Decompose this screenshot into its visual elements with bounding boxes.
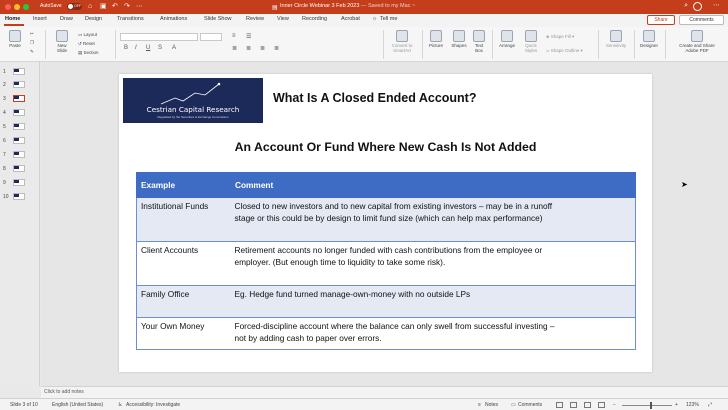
notes-icon: ≡ — [478, 402, 481, 408]
shape-outline-label: Shape Outline — [550, 48, 580, 53]
create-share-label-2: Adobe PDF — [685, 48, 709, 53]
convert-to-smartart-button[interactable] — [388, 30, 416, 53]
language-status[interactable]: English (United States) — [52, 402, 104, 408]
table-header-comment[interactable]: Comment — [231, 173, 636, 198]
shape-fill-label: Shape Fill — [550, 34, 571, 39]
tab-animations[interactable]: Animations — [160, 16, 188, 22]
adobe-pdf-icon — [691, 30, 703, 42]
arrange-icon — [501, 30, 513, 42]
active-tab-indicator — [4, 24, 24, 26]
reset-button[interactable]: ↺ Reset — [78, 41, 95, 46]
tab-review[interactable]: Review — [246, 16, 265, 22]
create-share-pdf-button[interactable] — [668, 30, 726, 53]
notes-toggle[interactable]: Notes — [485, 402, 499, 408]
tab-design[interactable]: Design — [85, 16, 103, 22]
minimize-window-button[interactable] — [14, 4, 20, 10]
tab-draw[interactable]: Draw — [60, 16, 73, 22]
zoom-level[interactable]: 123% — [686, 402, 699, 408]
thumbnail-preview — [13, 151, 25, 158]
shapes-icon — [453, 30, 465, 42]
table-row — [137, 242, 636, 286]
quick-styles-label-2: Styles — [524, 48, 538, 53]
tell-me-search[interactable]: Tell me — [380, 16, 398, 22]
section-label: Section — [83, 50, 99, 55]
new-slide-button[interactable] — [52, 30, 72, 53]
text-box-icon — [473, 30, 485, 42]
designer-button[interactable] — [637, 30, 661, 48]
ribbon-separator — [45, 30, 46, 59]
paste-label: Paste — [9, 43, 21, 48]
reading-view-icon[interactable] — [584, 402, 591, 408]
home-icon[interactable]: ⌂ — [88, 3, 93, 10]
thumbnail-number: 8 — [3, 166, 6, 172]
thumbnail-number: 9 — [3, 180, 6, 186]
table-cell-comment[interactable] — [231, 318, 636, 350]
slide[interactable] — [119, 74, 652, 372]
toggle-knob — [68, 4, 73, 9]
clipboard-icon — [9, 30, 21, 42]
logo-company-name: Cestrian Capital Research — [146, 105, 240, 114]
layout-label: Layout — [83, 32, 98, 37]
fit-to-window-icon[interactable]: ⤢ — [708, 402, 713, 408]
quick-styles-label-1: Quick — [525, 43, 537, 48]
search-icon[interactable]: ⌕ — [684, 2, 688, 9]
slide-thumbnail[interactable] — [0, 178, 40, 188]
strikethrough-icon[interactable]: S — [158, 45, 163, 51]
thumbnail-number: 1 — [3, 69, 6, 75]
comment-line: Forced-discipline account where the balance can only swell from successful investing – — [234, 321, 555, 331]
bold-icon[interactable]: B — [124, 45, 129, 51]
window-title — [280, 3, 415, 9]
notes-pane[interactable] — [41, 386, 728, 398]
table-row — [137, 286, 636, 318]
text-box-label-1: Text — [474, 43, 484, 48]
comments-toggle[interactable]: Comments — [518, 402, 543, 408]
designer-label: Designer — [639, 43, 658, 48]
ribbon-separator — [598, 30, 599, 59]
smartart-icon — [396, 30, 408, 42]
paste-button[interactable] — [4, 30, 26, 48]
close-window-button[interactable] — [5, 4, 11, 10]
thumbnail-number: 2 — [3, 82, 6, 88]
account-icon[interactable] — [693, 2, 702, 11]
zoom-out-icon[interactable]: − — [613, 402, 616, 408]
table-cell-comment[interactable] — [231, 242, 636, 286]
picture-label: Picture — [428, 43, 443, 48]
normal-view-icon[interactable] — [556, 402, 563, 408]
shapes-label: Shapes — [451, 43, 467, 48]
thumbnail-number: 10 — [3, 194, 9, 200]
table-cell-comment[interactable] — [231, 286, 636, 318]
autosave-state: OFF — [74, 4, 81, 8]
thumbnail-preview — [13, 137, 25, 144]
tab-recording[interactable]: Recording — [302, 16, 328, 22]
tab-transitions[interactable]: Transitions — [117, 16, 144, 22]
slide-sorter-icon[interactable] — [570, 402, 577, 408]
picture-button[interactable] — [426, 30, 446, 48]
comment-line: stage or this could be by design to limit fund size (which can help max performance) — [234, 212, 543, 223]
ribbon-separator — [492, 30, 493, 59]
sensitivity-label: Sensitivity — [605, 43, 627, 48]
slide-subtitle[interactable]: An Account Or Fund Where New Cash Is Not Added — [234, 140, 537, 154]
thumbnail-number: 7 — [3, 152, 6, 158]
comment-line: Closed to new investors and to new capital from existing investors – may be in a runoff — [234, 201, 553, 211]
comment-line: Retirement accounts no longer funded with cash contributions from the employee or — [234, 245, 543, 255]
sensitivity-button[interactable] — [602, 30, 630, 48]
slide-thumbnail[interactable] — [0, 192, 40, 202]
shapes-button[interactable] — [449, 30, 469, 48]
new-slide-icon — [56, 30, 68, 42]
zoom-slider-handle[interactable] — [650, 402, 652, 409]
tab-insert[interactable]: Insert — [33, 16, 47, 22]
autosave-toggle[interactable] — [67, 3, 82, 10]
table-row — [137, 198, 636, 242]
designer-icon — [643, 30, 655, 42]
ribbon-separator — [634, 30, 635, 59]
ribbon-toolbar — [0, 27, 728, 62]
slide-table[interactable] — [136, 172, 636, 350]
align-right-icon[interactable]: ≣ — [260, 46, 266, 52]
table-cell-example[interactable]: Client Accounts — [137, 242, 231, 286]
logo-tagline: Regulated by the Securities & Exchange Commission — [157, 115, 229, 119]
thumbnail-preview — [13, 165, 25, 172]
save-status: — Saved to my Mac ~ — [360, 3, 416, 9]
italic-icon[interactable]: I — [135, 45, 137, 51]
align-left-icon[interactable]: ≣ — [232, 46, 238, 52]
layout-button[interactable]: ▭ Layout — [78, 32, 98, 37]
arrange-label: Arrange — [498, 43, 515, 48]
title-bar — [0, 0, 728, 14]
format-painter-icon[interactable]: ✎ — [30, 49, 34, 54]
new-slide-label-1: New — [57, 43, 67, 48]
font-color-icon[interactable]: A — [172, 45, 177, 51]
slide-thumbnail[interactable] — [0, 108, 40, 118]
quick-styles-button[interactable] — [521, 30, 541, 53]
ribbon-tabs — [0, 14, 728, 27]
slide-thumbnail[interactable] — [0, 67, 40, 77]
thumbnail-preview — [13, 81, 25, 88]
undo-icon[interactable]: ↶ — [112, 3, 118, 10]
redo-icon[interactable]: ↷ — [124, 3, 130, 10]
company-logo — [123, 78, 263, 123]
zoom-slider[interactable] — [622, 405, 672, 406]
thumbnail-preview — [13, 193, 25, 200]
text-box-button[interactable] — [471, 30, 487, 53]
accessibility-icon: ♿ — [118, 402, 123, 408]
picture-icon — [430, 30, 442, 42]
thumbnail-preview — [13, 109, 25, 116]
thumbnail-preview — [13, 179, 25, 186]
mouse-cursor-icon: ➤ — [681, 180, 688, 189]
slide-thumbnail-pane — [0, 62, 40, 386]
zoom-in-icon[interactable]: + — [675, 402, 678, 408]
slide-thumbnail[interactable] — [0, 136, 40, 146]
maximize-window-button[interactable] — [23, 4, 29, 10]
autosave-label: AutoSave — [40, 3, 62, 9]
copy-icon[interactable]: ❐ — [30, 40, 35, 45]
slide-title[interactable]: What Is A Closed Ended Account? — [273, 91, 477, 105]
slide-thumbnail[interactable] — [0, 150, 40, 160]
notes-placeholder[interactable]: Click to add notes — [44, 389, 84, 395]
convert-label-1: Convert to — [391, 43, 413, 48]
save-icon[interactable]: ▣ — [100, 3, 107, 10]
table-cell-example[interactable]: Family Office — [137, 286, 231, 318]
tab-slide-show[interactable]: Slide Show — [204, 16, 232, 22]
arrange-button[interactable] — [496, 30, 518, 48]
thumbnail-preview — [13, 68, 25, 75]
accessibility-status[interactable]: Accessibility: Investigate — [126, 402, 181, 408]
slide-thumbnail[interactable] — [0, 122, 40, 132]
ribbon-separator — [115, 30, 116, 59]
font-size-field[interactable] — [200, 33, 222, 41]
slide-show-icon[interactable] — [598, 402, 605, 408]
table-header-row — [137, 173, 636, 198]
thumbnail-number: 4 — [3, 110, 6, 116]
slide-counter: Slide 3 of 10 — [10, 402, 38, 408]
share-button[interactable]: Share — [647, 15, 675, 25]
ribbon-separator — [383, 30, 384, 59]
reset-label: Reset — [83, 41, 95, 46]
more-commands-icon[interactable]: ⋯ — [136, 3, 143, 10]
shape-outline-button[interactable]: ▱ Shape Outline ▾ — [546, 48, 583, 53]
comments-icon: ▭ — [511, 402, 516, 408]
shape-fill-button[interactable]: ◈ Shape Fill ▾ — [546, 34, 575, 39]
justify-icon[interactable]: ≣ — [274, 46, 280, 52]
underline-icon[interactable]: U — [146, 45, 151, 51]
slide-thumbnail[interactable] — [0, 80, 40, 90]
thumbnail-number: 3 — [3, 96, 6, 102]
lightbulb-icon: ☼ — [372, 16, 378, 22]
quick-styles-icon — [525, 30, 537, 42]
convert-label-2: SmartArt — [393, 48, 411, 53]
bullets-icon[interactable]: ≡ — [232, 33, 236, 39]
section-button[interactable]: ▤ Section — [78, 50, 99, 55]
table-cell-example[interactable]: Your Own Money — [137, 318, 231, 350]
status-bar — [0, 398, 728, 410]
ribbon-separator — [665, 30, 666, 59]
comment-line: Eg. Hedge fund turned manage-own-money with no outside LPs — [234, 289, 471, 299]
sensitivity-icon — [610, 30, 622, 42]
thumbnail-preview — [13, 95, 25, 102]
thumbnail-preview — [13, 123, 25, 130]
table-cell-comment[interactable] — [231, 198, 636, 242]
table-row — [137, 318, 636, 350]
comment-line: employer. (But enough time to liquidity to take some risk). — [234, 256, 446, 267]
text-box-label-2: Box — [475, 48, 483, 53]
document-name: Inner Circle Webinar 3 Feb 2023 — [280, 3, 360, 9]
tab-home[interactable]: Home — [5, 16, 21, 22]
thumbnail-number: 5 — [3, 124, 6, 130]
more-options-icon[interactable]: ⋯ — [713, 2, 720, 9]
comments-button[interactable]: Comments — [679, 15, 724, 25]
align-center-icon[interactable]: ≣ — [246, 46, 252, 52]
table-cell-example[interactable]: Institutional Funds — [137, 198, 231, 242]
new-slide-label-2: Slide — [56, 48, 67, 53]
tab-acrobat[interactable]: Acrobat — [341, 16, 360, 22]
numbering-icon[interactable]: ☰ — [246, 34, 252, 40]
thumbnail-number: 6 — [3, 138, 6, 144]
ribbon-separator — [422, 30, 423, 59]
powerpoint-file-icon: ▤ — [272, 5, 278, 11]
slide-thumbnail-selected[interactable] — [0, 94, 40, 104]
create-share-label-1: Create and Share — [679, 43, 715, 48]
slide-thumbnail[interactable] — [0, 164, 40, 174]
table-header-example[interactable]: Example — [137, 173, 231, 198]
font-name-field[interactable] — [120, 33, 198, 41]
tab-view[interactable]: View — [277, 16, 289, 22]
cut-icon[interactable]: ✂ — [30, 31, 34, 36]
comment-line: not by adding cash to paper over errors. — [234, 332, 382, 343]
